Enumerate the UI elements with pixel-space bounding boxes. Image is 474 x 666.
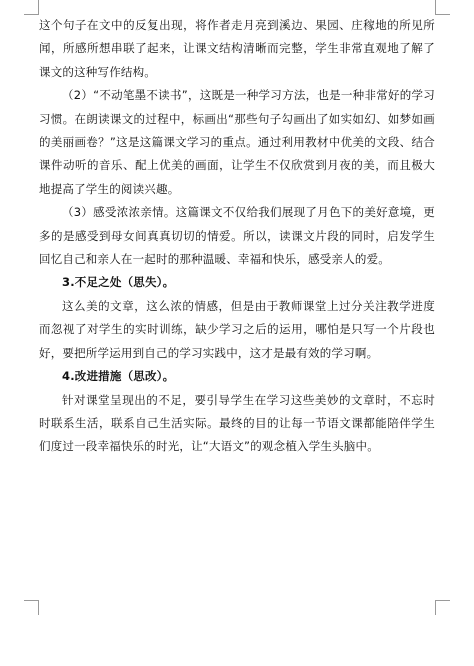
paragraph-structure: 这个句子在文中的反复出现，将作者走月亮到溪边、果园、庄稼地的所见所闻，所感所想串联了起来，让课文结构清晰而完整，学生非常直观地了解了课文的这种写作结构。 [39, 18, 435, 79]
section-heading-shortcomings: 3.不足之处（思失）。 [62, 275, 175, 290]
crop-mark-bottom-right [435, 600, 450, 615]
crop-mark-top-left [24, 0, 39, 15]
paragraph-improvements: 针对课堂呈现出的不足，要引导学生在学习这些美妙的文章时，不忘时时联系生活，联系自己生活实际。最终的目的让每一节语文课都能陪伴学生们度过一段幸福快乐的时光，让“大语文”的观念植入学生头脑中。 [39, 392, 435, 454]
crop-mark-bottom-left [24, 600, 39, 615]
paragraph-family-love: （3）感受浓浓亲情。这篇课文不仅给我们展现了月色下的美好意境，更多的是感受到母女间真真切切的情爱。所以，读课文片段的同时，启发学生回忆自己和亲人在一起时的那种温暖、幸福和快乐，感受亲人的爱。 [39, 205, 435, 267]
section-heading-improvements: 4.改进措施（思改）。 [62, 369, 175, 384]
crop-mark-top-right [435, 0, 450, 15]
paragraph-reading-habit: （2）“不动笔墨不读书”，这既是一种学习方法，也是一种非常好的学习习惯。在朗读课文的过程中，标画出“那些句子勾画出了如实如幻、如梦如画的美丽画卷？”这是这篇课文学习的重点。通过利用教材中优美的文段、结合课件动听的音乐、配上优美的画面，让学生不仅欣赏到月夜的美，而且极大地提高了学生的阅读兴趣。 [39, 88, 435, 196]
paragraph-shortcomings: 这么美的文章，这么浓的情感，但是由于教师课堂上过分关注教学进度而忽视了对学生的实时训练，缺少学习之后的运用，哪怕是只写一个片段也好，要把所学运用到自己的学习实践中，这才是最有效的学习啊。 [39, 298, 435, 360]
document-body [39, 14, 435, 459]
